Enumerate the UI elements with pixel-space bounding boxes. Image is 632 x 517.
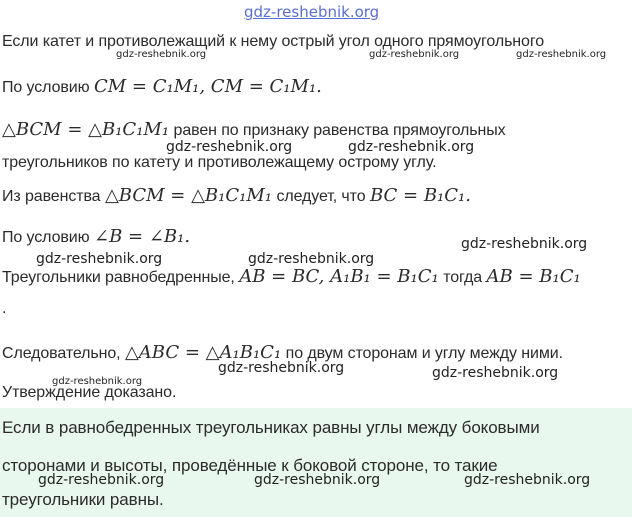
watermark: gdz-reshebnik.org — [461, 236, 588, 252]
watermark: gdz-reshebnik.org — [516, 49, 607, 60]
watermark: gdz-reshebnik.org — [116, 49, 207, 60]
math: △ABC = △A₁B₁C₁ — [124, 342, 282, 363]
watermark: gdz-reshebnik.org — [218, 360, 345, 376]
text: равен по признаку равенства прямоугольных — [173, 122, 506, 139]
math: AB = BC, A₁B₁ = B₁C₁ — [239, 266, 439, 287]
text: По условию — [2, 229, 90, 246]
text: тогда — [443, 269, 483, 286]
math: △BCM = △B₁C₁M₁ — [104, 185, 272, 206]
text-line-7 — [2, 266, 581, 287]
watermark: gdz-reshebnik.org — [369, 49, 460, 60]
text-line-6 — [2, 226, 190, 247]
watermark: gdz-reshebnik.org — [254, 472, 381, 488]
watermark: gdz-reshebnik.org — [38, 472, 165, 488]
math: ∠B = ∠B₁. — [93, 226, 191, 247]
text: По условию — [2, 79, 90, 96]
watermark: gdz-reshebnik.org — [464, 472, 591, 488]
text-line-8: . — [2, 300, 7, 317]
watermark: gdz-reshebnik.org — [36, 251, 163, 267]
text: следует, что — [276, 188, 366, 205]
math: AB = B₁C₁ — [486, 266, 581, 287]
math: BC = B₁C₁. — [369, 185, 471, 206]
watermark: gdz-reshebnik.org — [348, 139, 475, 155]
text-line-3 — [2, 119, 506, 140]
text-line-2 — [2, 76, 322, 97]
text-line-10: Утверждение доказано. — [2, 384, 177, 401]
text: Из равенства — [2, 188, 101, 205]
note-line-2: сторонами и высоты, проведённые к боковой стороне, то такие — [2, 456, 498, 475]
text: по двум сторонам и углу между ними. — [285, 345, 563, 362]
note-line-1: Если в равнобедренных треугольниках равны углы между боковыми — [2, 418, 540, 437]
watermark: gdz-reshebnik.org — [248, 251, 375, 267]
note-line-3: треугольники равны. — [2, 490, 164, 509]
text: Треугольники равнобедренные, — [2, 269, 235, 286]
text-line-1: Если катет и противолежащий к нему острый угол одного прямоугольного — [2, 33, 545, 50]
math: △BCM = △B₁C₁M₁ — [2, 119, 170, 140]
text: Следовательно, — [2, 345, 121, 362]
text-line-4: треугольников по катету и противолежащему острому углу. — [2, 154, 437, 171]
watermark: gdz-reshebnik.org — [52, 376, 143, 387]
watermark-top: gdz-reshebnik.org — [244, 3, 380, 21]
math: CM = C₁M₁, CM = C₁M₁. — [93, 76, 322, 97]
watermark: gdz-reshebnik.org — [432, 365, 559, 381]
text-line-5 — [2, 185, 471, 206]
watermark: gdz-reshebnik.org — [166, 139, 293, 155]
